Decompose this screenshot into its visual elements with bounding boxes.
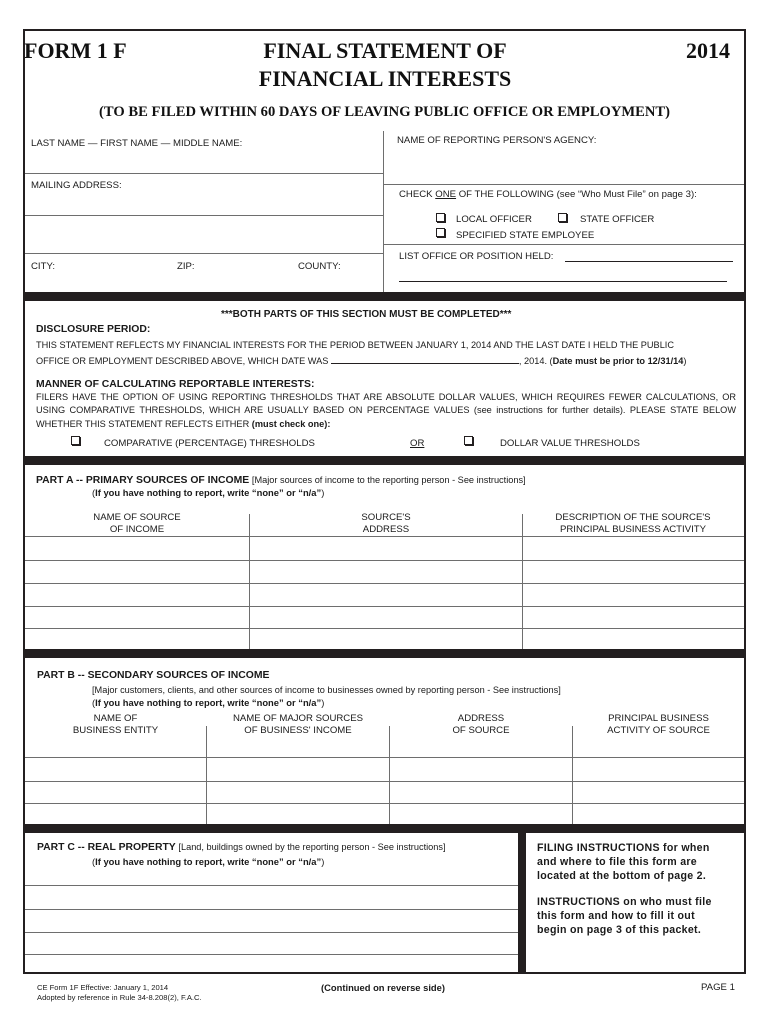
divider [384, 184, 744, 185]
table-row[interactable] [25, 537, 744, 560]
footer-page-number: PAGE 1 [701, 982, 735, 993]
table-row[interactable] [25, 758, 744, 781]
who-must-file-line1: INSTRUCTIONS on who must file [537, 896, 712, 908]
part-b-col1-line2: BUSINESS ENTITY [72, 725, 159, 736]
footer-continued: (Continued on reverse side) [321, 982, 445, 993]
check-one-prefix: CHECK [399, 189, 436, 200]
manner-text-body: FILERS HAVE THE OPTION OF USING REPORTING THRESHOLDS THAT ARE ABSOLUTE DOLLAR VALUES, WHICH REQUIRES FEWER CALCULATIONS, OR USING COMPARATIVE THRESHOLDS, WHICH ARE USUALLY BASED ON PERCENTAGE VALUES (see instructions for further details). PLEASE STATE BELOW WHETHER THIS STATEMENT REFLECTS EITHER [36, 392, 736, 429]
part-b-note-open: ( [92, 697, 96, 708]
part-a-col2-line1: SOURCE'S [361, 512, 411, 523]
table-row[interactable] [25, 629, 744, 649]
table-row[interactable] [25, 561, 744, 583]
table-row[interactable] [25, 607, 744, 628]
part-a-desc: [Major sources of income to the reporting person - See instructions] [251, 475, 526, 485]
dollar-value-checkbox[interactable] [464, 436, 473, 445]
manner-text [36, 391, 736, 431]
comparative-checkbox[interactable] [71, 436, 80, 445]
footer-adopted: Adopted by reference in Rule 34-8.208(2), F.A.C. [37, 993, 202, 1002]
local-officer-label: LOCAL OFFICER [456, 214, 532, 225]
disclosure-date-note: Date must be prior to 12/31/14 [552, 356, 684, 366]
part-c-title: PART C -- REAL PROPERTY [37, 842, 176, 853]
or-label: OR [410, 438, 425, 449]
part-b-col2-line2: OF BUSINESS' INCOME [244, 725, 352, 736]
part-b-note-bold: If you have nothing to report, write “none” or “n/a” [95, 697, 322, 708]
filing-instructions-line1: FILING INSTRUCTIONS for when [537, 842, 710, 854]
mailing-address-field[interactable] [25, 174, 383, 216]
manner-heading: MANNER OF CALCULATING REPORTABLE INTERESTS: [36, 379, 315, 390]
form-year: 2014 [686, 38, 730, 63]
part-c-note [92, 856, 324, 868]
who-must-file-line3: begin on page 3 of this packet. [537, 924, 702, 936]
form-title-line1: FINAL STATEMENT OF [263, 38, 507, 63]
table-row[interactable] [25, 886, 518, 909]
agency-field[interactable] [384, 131, 744, 184]
office-field-line2[interactable] [399, 281, 727, 282]
table-row[interactable] [25, 933, 518, 954]
part-c-note-close: ) [321, 856, 325, 867]
filing-instructions-box [518, 833, 744, 974]
disclosure-line2-text: OFFICE OR EMPLOYMENT DESCRIBED ABOVE, WHICH DATE WAS [36, 356, 329, 366]
address-line2-field[interactable] [25, 216, 383, 254]
part-b-col4-line2: ACTIVITY OF SOURCE [607, 725, 710, 736]
form-subtitle: (TO BE FILED WITHIN 60 DAYS OF LEAVING PUBLIC OFFICE OR EMPLOYMENT) [99, 104, 670, 120]
check-one-instruction [399, 189, 697, 201]
agency-label: NAME OF REPORTING PERSON'S AGENCY: [397, 135, 597, 146]
disclosure-heading: DISCLOSURE PERIOD: [36, 324, 151, 335]
state-officer-checkbox[interactable] [558, 213, 567, 222]
part-b-col3-line2: OF SOURCE [452, 725, 510, 736]
section-bar [25, 649, 744, 658]
disclosure-text-line1: THIS STATEMENT REFLECTS MY FINANCIAL INTERESTS FOR THE PERIOD BETWEEN JANUARY 1, 2014 AND THE LAST DATE I HELD THE PUBLIC [36, 340, 674, 350]
part-b-col3-line1: ADDRESS [457, 713, 505, 724]
footer-effective: CE Form 1F Effective: January 1, 2014 [37, 983, 169, 992]
disclosure-line2-end: ) [683, 356, 687, 366]
table-row[interactable] [25, 804, 744, 824]
filing-instructions-line3: located at the bottom of page 2. [537, 870, 707, 882]
form-id: FORM 1 F [24, 38, 127, 63]
table-row[interactable] [25, 910, 518, 932]
part-b-col4-line1: PRINCIPAL BUSINESS [608, 713, 709, 724]
office-field[interactable] [565, 261, 733, 262]
part-b-col2-line1: NAME OF MAJOR SOURCES [232, 713, 364, 724]
section-bar [25, 292, 744, 301]
part-a-note-close: ) [321, 487, 325, 498]
specified-employee-label: SPECIFIED STATE EMPLOYEE [456, 230, 595, 241]
part-b-col-header [207, 713, 389, 737]
city-label: CITY: [31, 261, 55, 272]
section-bar [25, 456, 744, 465]
part-a-note-open: ( [92, 487, 96, 498]
who-must-file-line2: this form and how to fill it out [537, 910, 695, 922]
dollar-value-label: DOLLAR VALUE THRESHOLDS [500, 438, 640, 449]
office-label: LIST OFFICE OR POSITION HELD: [399, 251, 554, 262]
zip-label: ZIP: [177, 261, 195, 272]
part-a-col3-line2: PRINCIPAL BUSINESS ACTIVITY [559, 524, 707, 535]
table-row[interactable] [25, 584, 744, 606]
part-b-col1-line1: NAME OF [93, 713, 138, 724]
comparative-label: COMPARATIVE (PERCENTAGE) THRESHOLDS [104, 438, 315, 449]
part-c-note-bold: If you have nothing to report, write “none” or “n/a” [95, 856, 322, 867]
part-c-desc: [Land, buildings owned by the reporting person - See instructions] [178, 842, 446, 852]
section-notice: ***BOTH PARTS OF THIS SECTION MUST BE COMPLETED*** [221, 309, 512, 320]
table-row[interactable] [25, 955, 518, 974]
part-a-col-header [522, 512, 744, 536]
name-label: LAST NAME — FIRST NAME — MIDDLE NAME: [31, 138, 243, 149]
last-date-field[interactable] [331, 355, 519, 364]
divider [384, 244, 744, 245]
part-a-col-header [25, 512, 249, 536]
check-one-word: ONE [435, 189, 457, 200]
disclosure-line2-suffix: , 2014. ( [518, 356, 553, 366]
part-b-col-header [390, 713, 572, 737]
part-c-note-open: ( [92, 856, 96, 867]
part-b-col-header [573, 713, 744, 737]
local-officer-checkbox[interactable] [436, 213, 445, 222]
specified-employee-checkbox[interactable] [436, 228, 445, 237]
disclosure-text-line2 [36, 355, 686, 367]
manner-text-bold: (must check one): [251, 418, 331, 429]
part-a-col2-line2: ADDRESS [362, 524, 410, 535]
section-bar [25, 824, 744, 833]
city-zip-county-field[interactable] [25, 254, 383, 292]
part-a-title: PART A -- PRIMARY SOURCES OF INCOME [36, 475, 250, 486]
part-a-col3-line1: DESCRIPTION OF THE SOURCE'S [555, 512, 711, 523]
name-field[interactable] [25, 131, 383, 173]
table-row[interactable] [25, 782, 744, 803]
form-frame [23, 29, 746, 974]
filing-instructions-line2: and where to file this form are [537, 856, 697, 868]
part-a-note [92, 487, 324, 499]
part-b-note [92, 697, 324, 709]
state-officer-label: STATE OFFICER [580, 214, 655, 225]
part-a-col1-line1: NAME OF SOURCE [93, 512, 181, 523]
part-b-note-close: ) [321, 697, 325, 708]
county-label: COUNTY: [298, 261, 341, 272]
part-a-col-header [250, 512, 522, 536]
part-a-header [36, 474, 526, 487]
part-b-title: PART B -- SECONDARY SOURCES OF INCOME [37, 670, 270, 681]
part-a-col1-line2: OF INCOME [109, 524, 165, 535]
part-b-col-header [25, 713, 206, 737]
mailing-address-label: MAILING ADDRESS: [31, 180, 122, 191]
form-title-line2: FINANCIAL INTERESTS [258, 66, 512, 91]
check-one-suffix: OF THE FOLLOWING (see “Who Must File” on page 3): [456, 189, 697, 200]
part-a-note-bold: If you have nothing to report, write “none” or “n/a” [95, 487, 322, 498]
part-c-header [37, 841, 446, 854]
part-b-desc: [Major customers, clients, and other sources of income to businesses owned by reporting person - See instructions] [92, 685, 561, 695]
